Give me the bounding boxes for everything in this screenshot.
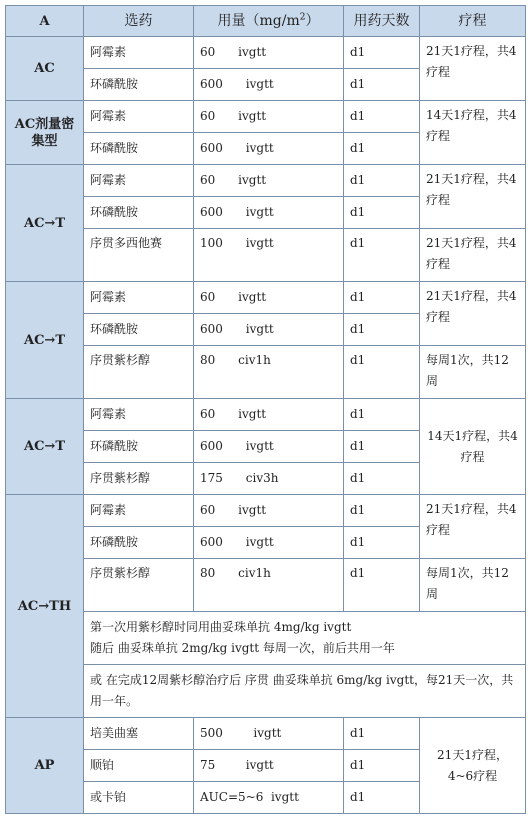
day-cell: d1 [344, 463, 420, 495]
table-row [6, 559, 526, 612]
header-row [6, 6, 526, 37]
drug-cell: 或卡铂 [84, 782, 194, 814]
group-name-ac-t-weekly: AC→T [6, 282, 84, 399]
course-cell: 14天1疗程，共4疗程 [420, 101, 526, 165]
day-cell: d1 [344, 495, 420, 527]
day-cell: d1 [344, 314, 420, 346]
dose-cell: 600 ivgtt [194, 69, 344, 101]
course-cell: 21天1疗程，共4疗程 [420, 165, 526, 229]
day-cell: d1 [344, 69, 420, 101]
dose-cell: 600 ivgtt [194, 431, 344, 463]
dose-cell: 60 ivgtt [194, 101, 344, 133]
dose-cell: 80 civ1h [194, 346, 344, 399]
day-cell: d1 [344, 718, 420, 750]
drug-cell: 环磷酰胺 [84, 197, 194, 229]
drug-cell: 阿霉素 [84, 282, 194, 314]
table-row [6, 612, 526, 665]
dose-cell: 60 ivgtt [194, 282, 344, 314]
dose-cell: 60 ivgtt [194, 37, 344, 69]
header-drug: 选药 [84, 6, 194, 37]
day-cell: d1 [344, 197, 420, 229]
table-row [6, 665, 526, 718]
dose-cell: 100 ivgtt [194, 229, 344, 282]
group-name-ac-th: AC→TH [6, 495, 84, 718]
group-name-ac-dense: AC剂量密集型 [6, 101, 84, 165]
day-cell: d1 [344, 282, 420, 314]
day-cell: d1 [344, 101, 420, 133]
note-trastuzumab-q3w: 或 在完成12周紫杉醇治疗后 序贯 曲妥珠单抗 6mg/kg ivgtt，每21天一次，共用一年。 [84, 665, 526, 718]
header-dose-sup: 2 [299, 11, 306, 22]
dose-cell: 600 ivgtt [194, 527, 344, 559]
drug-cell: 环磷酰胺 [84, 527, 194, 559]
group-name-ap: AP [6, 718, 84, 814]
course-cell: 14天1疗程，共4疗程 [420, 399, 526, 495]
day-cell: d1 [344, 750, 420, 782]
drug-cell: 阿霉素 [84, 495, 194, 527]
table-row [6, 229, 526, 282]
day-cell: d1 [344, 37, 420, 69]
header-dose [194, 6, 344, 37]
dose-cell: 60 ivgtt [194, 495, 344, 527]
course-cell: 21天1疗程，共4疗程 [420, 282, 526, 346]
table-row [6, 282, 526, 314]
drug-cell: 环磷酰胺 [84, 69, 194, 101]
day-cell: d1 [344, 133, 420, 165]
dose-cell: 60 ivgtt [194, 165, 344, 197]
table-row [6, 346, 526, 399]
drug-cell: 环磷酰胺 [84, 314, 194, 346]
note-line: 第一次用紫杉醇时同用曲妥珠单抗 4mg/kg ivgtt [90, 620, 352, 634]
table-row [6, 495, 526, 527]
course-cell: 21天1疗程，共4疗程 [420, 229, 526, 282]
header-dose-text: 用量（mg/m [217, 12, 300, 29]
day-cell: d1 [344, 431, 420, 463]
course-cell: 21天1疗程，共4疗程 [420, 495, 526, 559]
drug-cell: 阿霉素 [84, 165, 194, 197]
drug-cell: 顺铂 [84, 750, 194, 782]
dose-cell: 75 ivgtt [194, 750, 344, 782]
note-trastuzumab-weekly [84, 612, 526, 665]
dose-cell: 600 ivgtt [194, 314, 344, 346]
drug-cell: 培美曲塞 [84, 718, 194, 750]
day-cell: d1 [344, 165, 420, 197]
drug-cell: 序贯多西他赛 [84, 229, 194, 282]
course-cell: 21天1疗程，4~6疗程 [420, 718, 526, 814]
day-cell: d1 [344, 559, 420, 612]
dose-cell: 500 ivgtt [194, 718, 344, 750]
course-cell: 21天1疗程，共4疗程 [420, 37, 526, 101]
dose-cell: 600 ivgtt [194, 133, 344, 165]
header-course: 疗程 [420, 6, 526, 37]
dose-cell: 600 ivgtt [194, 197, 344, 229]
day-cell: d1 [344, 782, 420, 814]
dose-cell: 80 civ1h [194, 559, 344, 612]
group-name-ac: AC [6, 37, 84, 101]
note-line: 随后 曲妥珠单抗 2mg/kg ivgtt 每周一次，前后共用一年 [90, 641, 395, 655]
drug-cell: 序贯紫杉醇 [84, 463, 194, 495]
dose-cell: 60 ivgtt [194, 399, 344, 431]
drug-cell: 环磷酰胺 [84, 431, 194, 463]
table-row [6, 101, 526, 133]
drug-cell: 序贯紫杉醇 [84, 346, 194, 399]
day-cell: d1 [344, 527, 420, 559]
day-cell: d1 [344, 229, 420, 282]
drug-cell: 序贯紫杉醇 [84, 559, 194, 612]
dose-cell: 175 civ3h [194, 463, 344, 495]
table-row [6, 718, 526, 750]
header-dose-end: ） [305, 12, 320, 29]
course-cell: 每周1次，共12周 [420, 346, 526, 399]
course-cell: 每周1次，共12周 [420, 559, 526, 612]
table-row [6, 165, 526, 197]
drug-cell: 阿霉素 [84, 399, 194, 431]
drug-cell: 阿霉素 [84, 37, 194, 69]
header-days: 用药天数 [344, 6, 420, 37]
table-row [6, 399, 526, 431]
drug-cell: 环磷酰胺 [84, 133, 194, 165]
day-cell: d1 [344, 346, 420, 399]
dose-cell: AUC=5~6 ivgtt [194, 782, 344, 814]
table-row [6, 37, 526, 69]
day-cell: d1 [344, 399, 420, 431]
group-name-ac-t-dense: AC→T [6, 399, 84, 495]
drug-cell: 阿霉素 [84, 101, 194, 133]
regimen-table [5, 5, 526, 814]
header-group: A [6, 6, 84, 37]
group-name-ac-t: AC→T [6, 165, 84, 282]
